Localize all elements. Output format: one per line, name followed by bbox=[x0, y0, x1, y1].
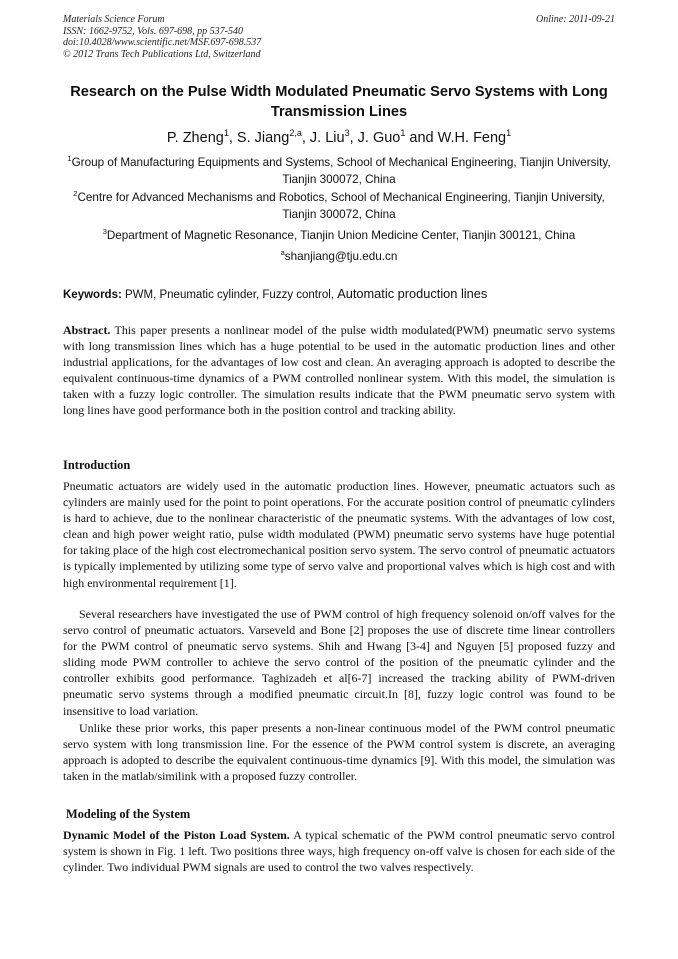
intro-paragraph-2: Several researchers have investigated the use of PWM control of high frequency solenoid on/off valves for the servo control of pneumatic actuators. Varseveld and Bone [2] proposes the use of discrete time linear controllers for the PWM control of pneumatic servo systems. Shih and Hwang [3-4] and Nguyen [5] proposed fuzzy and sliding mode PWM controller to achieve the servo control of the position of the pneumatic cylinder and the controller exhibits good performance. Taghizadeh et al[6-7] increased the tracking ability of PWM-driven pneumatic servo systems through a modified pneumatic circuit.In [8], fuzzy logic control was found to be insensitive to load variation. bbox=[63, 607, 615, 718]
paper-title: Research on the Pulse Width Modulated Pneumatic Servo Systems with Long Transmission Lines bbox=[70, 84, 608, 120]
author-sep: and bbox=[405, 130, 438, 146]
author-sep: , bbox=[228, 130, 237, 146]
journal-header bbox=[63, 14, 615, 60]
author-sup: 3 bbox=[344, 128, 350, 138]
journal-name: Materials Science Forum bbox=[63, 14, 165, 25]
contact-email bbox=[60, 249, 618, 265]
affiliation-3 bbox=[40, 228, 638, 245]
author-sep: , bbox=[301, 130, 310, 146]
author-sup: 1 bbox=[506, 128, 512, 138]
affiliation-1 bbox=[60, 155, 618, 188]
author-sup: 1 bbox=[400, 128, 406, 138]
keywords-label: Keywords: bbox=[63, 289, 122, 301]
affiliation-text: Centre for Advanced Mechanisms and Robotics, School of Mechanical Engineering, Tianjin University, Tianjin 300072, China bbox=[77, 191, 605, 221]
author-name: J. Guo bbox=[357, 130, 401, 146]
abstract-text: This paper presents a nonlinear model of the pulse width modulated(PWM) pneumatic servo systems with long transmission lines which has a huge potential to be used in the automatic production lines and other industrial applications, for the advantages of low cost and clean. An averaging approach is adopted to describe the equivalent continuous-time dynamics of a PWM controlled nonlinear system. With this model, the simulation is taken with a fuzzy logic controller. The simulation results indicate that the PWM pneumatic servo system with long lines have good performance both in the position control and tracking ability. bbox=[63, 323, 615, 418]
author-name: J. Liu bbox=[309, 130, 345, 146]
keywords-text: PWM, Pneumatic cylinder, Fuzzy control, bbox=[125, 289, 334, 301]
author-name: P. Zheng bbox=[166, 130, 224, 146]
affiliation-text: Group of Manufacturing Equipments and Systems, School of Mechanical Engineering, Tianjin University, Tianjin 300072, China bbox=[71, 156, 611, 186]
affiliation-2 bbox=[60, 190, 618, 223]
abstract-label: Abstract. bbox=[63, 323, 111, 337]
online-date: Online: 2011-09-21 bbox=[536, 14, 615, 25]
affiliation-text: Department of Magnetic Resonance, Tianjin Union Medicine Center, Tianjin 300121, China bbox=[106, 229, 576, 242]
modeling-paragraph bbox=[63, 827, 615, 875]
modeling-heading: Modeling of the System bbox=[66, 807, 191, 821]
author-sup: 1 bbox=[223, 128, 229, 138]
affiliation-sup: 1 bbox=[67, 154, 72, 163]
email-text: shanjiang@tju.edu.cn bbox=[284, 250, 398, 263]
email-sup: a bbox=[280, 248, 285, 257]
affiliation-sup: 3 bbox=[102, 227, 107, 236]
author-sup: 2,a bbox=[289, 128, 302, 138]
author-sep: , bbox=[349, 130, 358, 146]
author-list bbox=[40, 128, 638, 148]
author-name: W.H. Feng bbox=[437, 130, 507, 146]
modeling-subheading: Dynamic Model of the Piston Load System. bbox=[63, 828, 290, 842]
modeling-text: A typical schematic of the PWM control pneumatic servo control system is shown in Fig. 1 left. Two positions three ways, high frequency on-off valve is chosen for each side of the cylinder. Two individual PWM signals are used to control the two valves respectively. bbox=[63, 828, 615, 875]
keywords-last: Automatic production lines bbox=[337, 286, 488, 301]
copyright-line: © 2012 Trans Tech Publications Ltd, Switzerland bbox=[63, 48, 261, 60]
keywords bbox=[63, 285, 623, 304]
introduction-heading: Introduction bbox=[63, 458, 131, 472]
intro-paragraph-1: Pneumatic actuators are widely used in the automatic production lines. However, pneumatic actuators such as cylinders are mainly used for the point to point operations. For the accurate position control of pneumatic cylinders is hard to achieve, due to the nonlinear characteristic of the pneumatic systems. With the advantages of low cost, clean and high power weight ratio, pulse width modulated (PWM) pneumatic servo systems have huge potential for taking place of the high cost electromechanical position servo system. The servo control of pneumatic actuators is typically implemented by utilizing some type of servo valve and proportional valves which is high cost and with high environmental requirement [1]. bbox=[63, 479, 615, 590]
abstract bbox=[63, 322, 615, 419]
doi-line: doi:10.4028/www.scientific.net/MSF.697-698.537 bbox=[63, 37, 262, 48]
author-name: S. Jiang bbox=[236, 130, 290, 146]
affiliation-sup: 2 bbox=[73, 189, 78, 198]
intro-paragraph-3: Unlike these prior works, this paper presents a non-linear continuous model of the PWM control pneumatic servo system with long transmission line. For the essence of the PWM control system is discrete, an averaging approach is adopted to describe the equivalent continuous-time dynamics [9]. With this model, the simulation was taken in the matlab/similink with a proposed fuzzy controller. bbox=[63, 721, 615, 784]
issn-line: ISSN: 1662-9752, Vols. 697-698, pp 537-540 bbox=[63, 25, 243, 37]
